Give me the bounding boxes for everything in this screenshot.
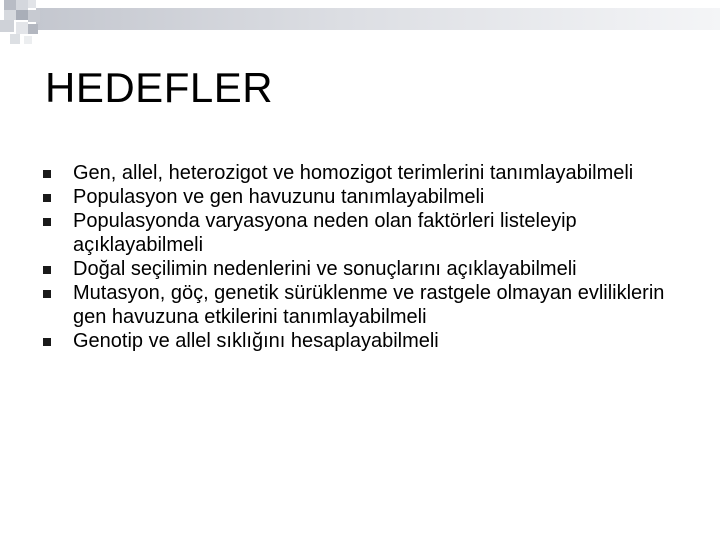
list-item (43, 161, 693, 185)
list-item (43, 329, 693, 353)
list-item (43, 185, 693, 209)
list-item (43, 281, 693, 329)
list-item-text: Doğal seçilimin nedenlerini ve sonuçlarını açıklayabilmeli (73, 258, 577, 280)
list-item (43, 209, 693, 257)
list-item-text: Populasyon ve gen havuzunu tanımlayabilmeli (73, 186, 485, 208)
square-bullet-icon (43, 266, 51, 274)
list-item (43, 257, 693, 281)
list-item-text: Mutasyon, göç, genetik sürüklenme ve rastgele olmayan evliliklerin gen havuzuna etkilerini tanımlayabilmeli (73, 282, 665, 328)
square-bullet-icon (43, 338, 51, 346)
list-item-text: Populasyonda varyasyona neden olan faktörleri listeleyip açıklayabilmeli (73, 210, 577, 256)
slide-title: HEDEFLER (45, 64, 274, 111)
square-bullet-icon (43, 290, 51, 298)
header-decoration (0, 0, 720, 50)
square-bullet-icon (43, 194, 51, 202)
square-bullet-icon (43, 218, 51, 226)
square-bullet-icon (43, 170, 51, 178)
objectives-list (43, 161, 693, 353)
list-item-text: Genotip ve allel sıklığını hesaplayabilmeli (73, 330, 439, 352)
list-item-text: Gen, allel, heterozigot ve homozigot terimlerini tanımlayabilmeli (73, 162, 634, 184)
